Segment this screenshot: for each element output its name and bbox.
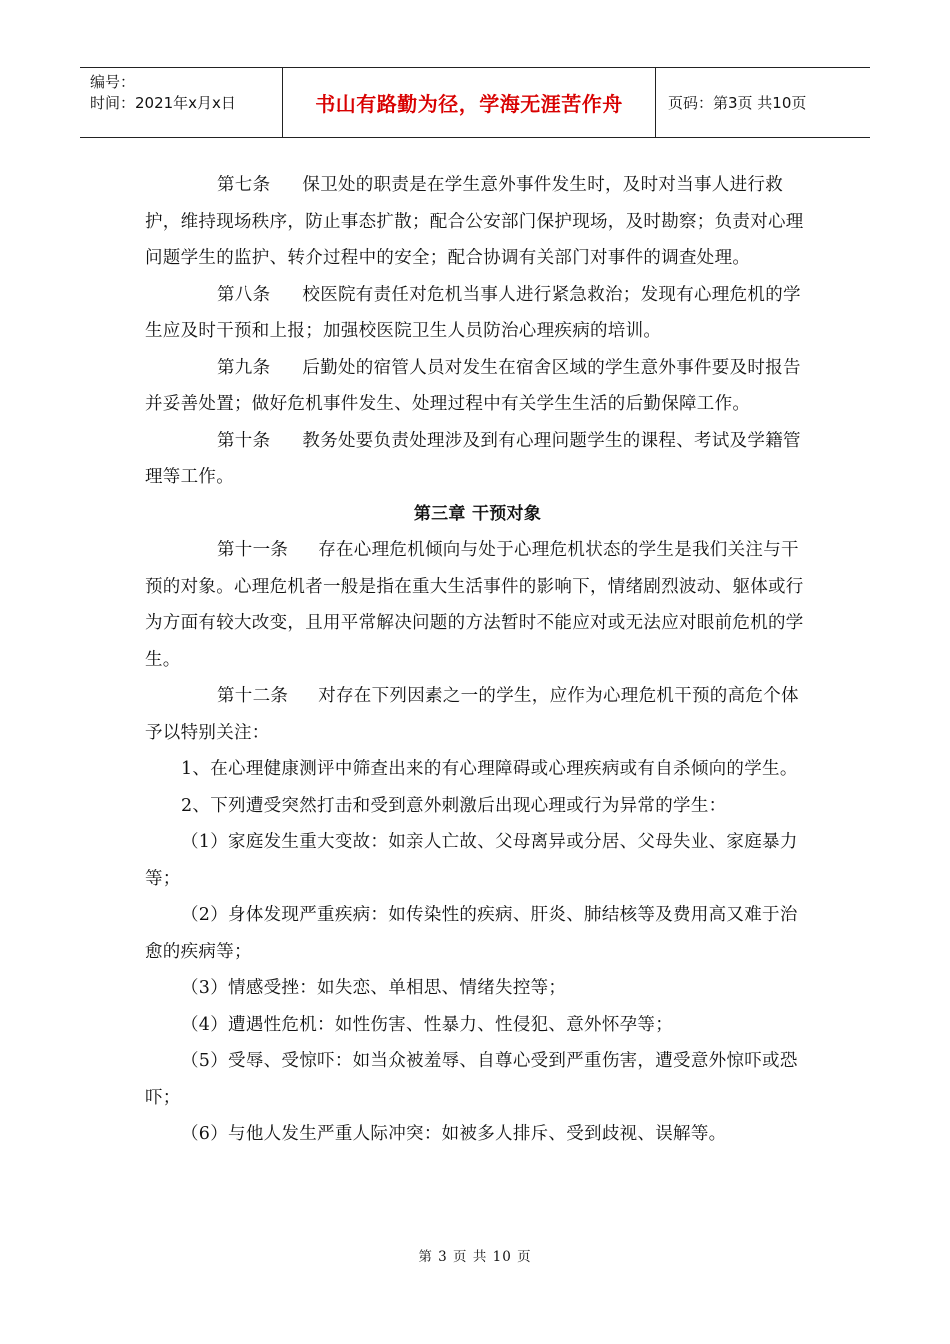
article-text: 校医院有责任对危机当事人进行紧急救治；发现有心理危机的学生应及时干预和上报；加强校医院卫生人员防治心理疾病的培训。 bbox=[145, 284, 801, 341]
sub-item-2: （2）身体发现严重疾病：如传染性的疾病、肝炎、肺结核等及费用高又难于治愈的疾病等； bbox=[145, 905, 798, 962]
article-label: 第八条 bbox=[217, 284, 271, 305]
article-9 bbox=[145, 350, 810, 423]
footer-page-number: 第 3 页 共 10 页 bbox=[418, 1249, 532, 1265]
header-page-info bbox=[656, 68, 870, 137]
list-item-2: 2、下列遭受突然打击和受到意外刺激后出现心理或行为异常的学生： bbox=[181, 795, 727, 816]
sub-item-3: （3）情感受挫：如失恋、单相思、情绪失控等； bbox=[181, 978, 567, 998]
article-label: 第十一条 bbox=[217, 540, 289, 560]
article-7 bbox=[145, 167, 810, 277]
header-meta bbox=[80, 68, 283, 137]
sub-item-4: （4）遭遇性危机：如性伤害、性暴力、性侵犯、意外怀孕等； bbox=[181, 1014, 674, 1035]
sub-item-1: （1）家庭发生重大变故：如亲人亡故、父母离异或分居、父母失业、家庭暴力等； bbox=[145, 832, 798, 889]
article-label: 第七条 bbox=[217, 175, 271, 195]
page-info-text: 页码：第3页 共10页 bbox=[668, 94, 807, 112]
sub-item-6: （6）与他人发生严重人际冲突：如被多人排斥、受到歧视、误解等。 bbox=[181, 1124, 727, 1144]
article-11 bbox=[145, 532, 810, 678]
header-motto-cell bbox=[283, 68, 656, 137]
motto-text: 书山有路勤为径，学海无涯苦作舟 bbox=[315, 92, 623, 116]
time-label: 时间：2021年x月x日 bbox=[90, 94, 236, 112]
article-label: 第九条 bbox=[217, 357, 271, 378]
chapter-heading: 第三章 干预对象 bbox=[413, 503, 542, 524]
sub-item-5: （5）受辱、受惊吓：如当众被羞辱、自尊心受到严重伤害，遭受意外惊吓或恐吓； bbox=[145, 1051, 798, 1108]
article-label: 第十条 bbox=[217, 430, 271, 451]
article-text: 存在心理危机倾向与处于心理危机状态的学生是我们关注与干预的对象。心理危机者一般是指在重大生活事件的影响下，情绪剧烈波动、躯体或行为方面有较大改变，且用平常解决问题的方法暂时不能应对或无法应对眼前危机的学生。 bbox=[145, 540, 804, 670]
article-text: 保卫处的职责是在学生意外事件发生时，及时对当事人进行救护，维持现场秩序，防止事态扩散；配合公安部门保护现场，及时勘察；负责对心理问题学生的监护、转介过程中的安全；配合协调有关部门对事件的调查处理。 bbox=[145, 175, 804, 268]
article-text: 教务处要负责处理涉及到有心理问题学生的课程、考试及学籍管理等工作。 bbox=[145, 430, 801, 487]
number-label: 编号： bbox=[90, 73, 136, 91]
document-header bbox=[80, 67, 870, 138]
document-body bbox=[145, 167, 810, 1153]
article-10 bbox=[145, 423, 810, 496]
article-text: 对存在下列因素之一的学生，应作为心理危机干预的高危个体予以特别关注： bbox=[145, 686, 799, 743]
article-8 bbox=[145, 277, 810, 350]
article-12 bbox=[145, 678, 810, 751]
page-footer bbox=[0, 1245, 950, 1265]
article-label: 第十二条 bbox=[217, 686, 289, 706]
list-item-1: 1、在心理健康测评中筛查出来的有心理障碍或心理疾病或有自杀倾向的学生。 bbox=[181, 759, 798, 779]
article-text: 后勤处的宿管人员对发生在宿舍区域的学生意外事件要及时报告并妥善处置；做好危机事件发生、处理过程中有关学生生活的后勤保障工作。 bbox=[145, 357, 801, 414]
